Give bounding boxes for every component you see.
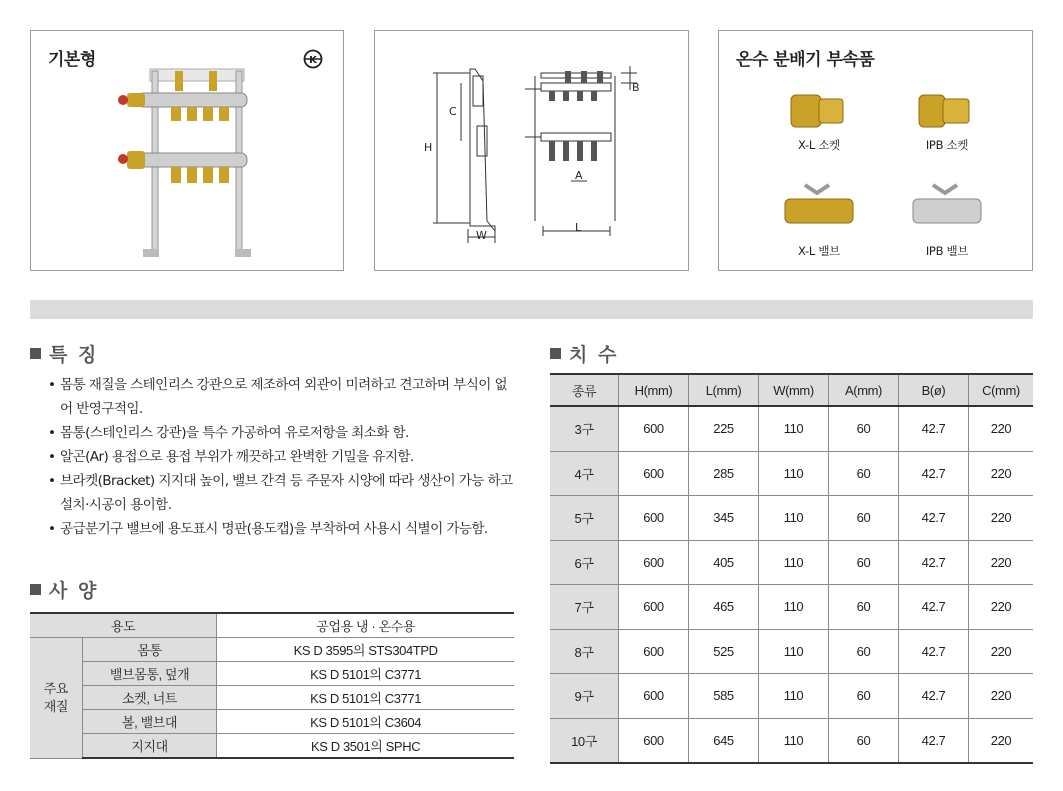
dims-value-cell: 465 [689, 585, 759, 630]
manifold-photo [31, 31, 345, 272]
feature-item: • 공급분기구 밸브에 용도표시 명판(용도캡)을 부착하여 사용시 식별이 가능함. [48, 517, 518, 541]
dims-type-cell: 6구 [550, 540, 619, 585]
dims-type-cell: 7구 [550, 585, 619, 630]
dims-value-cell: 645 [689, 718, 759, 763]
features-list [48, 373, 518, 541]
dims-value-cell: 220 [969, 496, 1034, 541]
dims-value-cell: 525 [689, 629, 759, 674]
dims-value-cell: 110 [759, 540, 829, 585]
dims-value-cell: 220 [969, 674, 1034, 719]
dims-value-cell: 42.7 [899, 451, 969, 496]
dims-heading: 치 수 [550, 340, 618, 367]
feature-item: • 알곤(Ar) 용접으로 용접 부위가 깨끗하고 완벽한 기밀을 유지함. [48, 445, 518, 469]
dims-value-cell: 42.7 [899, 540, 969, 585]
spec-value: KS D 5101의 C3604 [217, 710, 514, 734]
spec-part: 밸브몸통, 덮개 [82, 662, 216, 686]
table-row [550, 718, 1033, 763]
dims-value-cell: 600 [619, 585, 689, 630]
dims-value-cell: 220 [969, 540, 1034, 585]
dims-value-cell: 220 [969, 718, 1034, 763]
dims-value-cell: 600 [619, 674, 689, 719]
dims-value-cell: 220 [969, 406, 1034, 451]
dimension-diagram-panel [374, 30, 689, 271]
ipb-socket-label: IPB 소켓 [925, 138, 969, 152]
dims-value-cell: 42.7 [899, 674, 969, 719]
spec-group-label: 주요 재질 [30, 638, 82, 759]
table-row [550, 629, 1033, 674]
dims-value-cell: 42.7 [899, 629, 969, 674]
accessories-panel [718, 30, 1033, 271]
dims-type-cell: 10구 [550, 718, 619, 763]
ipb-socket-image [915, 89, 975, 134]
dims-value-cell: 585 [689, 674, 759, 719]
table-row [550, 496, 1033, 541]
xl-socket-label: X-L 소켓 [798, 138, 840, 152]
dims-header-cell: L(mm) [689, 374, 759, 406]
dims-value-cell: 220 [969, 451, 1034, 496]
spec-value: KS D 3595의 STS304TPD [217, 638, 514, 662]
feature-item: • 몸통(스테인리스 강관)을 특수 가공하여 유로저항을 최소화 함. [48, 421, 518, 445]
dims-value-cell: 600 [619, 540, 689, 585]
table-row [30, 710, 514, 734]
features-heading: 특 징 [30, 340, 98, 367]
dims-value-cell: 600 [619, 629, 689, 674]
dims-type-cell: 3구 [550, 406, 619, 451]
dimensions-table [550, 373, 1033, 764]
svg-text:W: W [476, 229, 487, 242]
dims-value-cell: 110 [759, 406, 829, 451]
dims-value-cell: 42.7 [899, 585, 969, 630]
xl-valve-image [779, 179, 859, 229]
dims-value-cell: 285 [689, 451, 759, 496]
dims-value-cell: 600 [619, 451, 689, 496]
table-row [550, 451, 1033, 496]
dims-value-cell: 60 [829, 540, 899, 585]
dims-type-cell: 4구 [550, 451, 619, 496]
feature-item: • 브라켓(Bracket) 지지대 높이, 밸브 간격 등 주문자 시양에 따라 생산이 가능 하고 설치·시공이 용이함. [48, 469, 518, 517]
square-bullet-icon [550, 348, 561, 359]
table-row [30, 638, 514, 662]
dims-value-cell: 110 [759, 629, 829, 674]
dims-value-cell: 60 [829, 496, 899, 541]
dims-type-cell: 8구 [550, 629, 619, 674]
dims-header-cell: W(mm) [759, 374, 829, 406]
spec-part: 몸통 [82, 638, 216, 662]
xl-socket-image [789, 89, 849, 134]
table-row [550, 585, 1033, 630]
svg-text:B: B [632, 81, 640, 94]
spec-part: 볼, 밸브대 [82, 710, 216, 734]
spec-usage-row [30, 613, 514, 638]
dims-value-cell: 110 [759, 496, 829, 541]
dims-value-cell: 42.7 [899, 496, 969, 541]
dims-value-cell: 405 [689, 540, 759, 585]
spec-usage-value: 공업용 냉 · 온수용 [217, 613, 514, 638]
section-divider-bar [30, 300, 1033, 319]
table-row [30, 662, 514, 686]
dims-value-cell: 110 [759, 674, 829, 719]
dims-header-cell: 종류 [550, 374, 619, 406]
dims-value-cell: 60 [829, 718, 899, 763]
dims-value-cell: 60 [829, 629, 899, 674]
dims-value-cell: 600 [619, 496, 689, 541]
table-row [30, 686, 514, 710]
spec-table [30, 612, 514, 759]
dimension-diagram [375, 31, 690, 272]
dims-value-cell: 60 [829, 451, 899, 496]
square-bullet-icon [30, 584, 41, 595]
spec-heading: 사 양 [30, 576, 98, 603]
dims-value-cell: 345 [689, 496, 759, 541]
basic-type-panel [30, 30, 344, 271]
svg-text:C: C [449, 105, 457, 118]
xl-valve-label: X-L 밸브 [798, 244, 840, 258]
dims-header-cell: C(mm) [969, 374, 1034, 406]
dims-value-cell: 60 [829, 674, 899, 719]
dims-header-cell: A(mm) [829, 374, 899, 406]
dims-header-cell: H(mm) [619, 374, 689, 406]
spec-value: KS D 5101의 C3771 [217, 662, 514, 686]
dims-value-cell: 42.7 [899, 406, 969, 451]
dims-value-cell: 110 [759, 585, 829, 630]
svg-text:A: A [575, 169, 583, 182]
dims-value-cell: 110 [759, 718, 829, 763]
spec-usage-label: 용도 [30, 613, 217, 638]
spec-part: 지지대 [82, 734, 216, 759]
dims-value-cell: 60 [829, 585, 899, 630]
dims-value-cell: 60 [829, 406, 899, 451]
svg-text:K: K [309, 55, 317, 66]
dims-value-cell: 110 [759, 451, 829, 496]
svg-text:H: H [424, 141, 433, 154]
dims-value-cell: 42.7 [899, 718, 969, 763]
ipb-valve-image [907, 179, 987, 229]
dims-value-cell: 225 [689, 406, 759, 451]
dims-type-cell: 5구 [550, 496, 619, 541]
svg-text:L: L [575, 221, 582, 234]
dims-value-cell: 220 [969, 585, 1034, 630]
feature-item: • 몸통 재질을 스테인리스 강관으로 제조하여 외관이 미려하고 견고하며 부식이 없어 반영구적임. [48, 373, 518, 421]
table-row [30, 734, 514, 759]
table-row [550, 540, 1033, 585]
dims-header-cell: B(ø) [899, 374, 969, 406]
dims-value-cell: 220 [969, 629, 1034, 674]
dims-header-row [550, 374, 1033, 406]
ipb-valve-label: IPB 밸브 [925, 244, 969, 258]
accessories-title: 온수 분배기 부속품 [736, 50, 875, 70]
spec-value: KS D 5101의 C3771 [217, 686, 514, 710]
square-bullet-icon [30, 348, 41, 359]
dims-type-cell: 9구 [550, 674, 619, 719]
table-row [550, 674, 1033, 719]
spec-part: 소켓, 너트 [82, 686, 216, 710]
basic-type-title: 기본형 [48, 50, 96, 70]
dims-value-cell: 600 [619, 406, 689, 451]
table-row [550, 406, 1033, 451]
dims-value-cell: 600 [619, 718, 689, 763]
spec-value: KS D 3501의 SPHC [217, 734, 514, 759]
